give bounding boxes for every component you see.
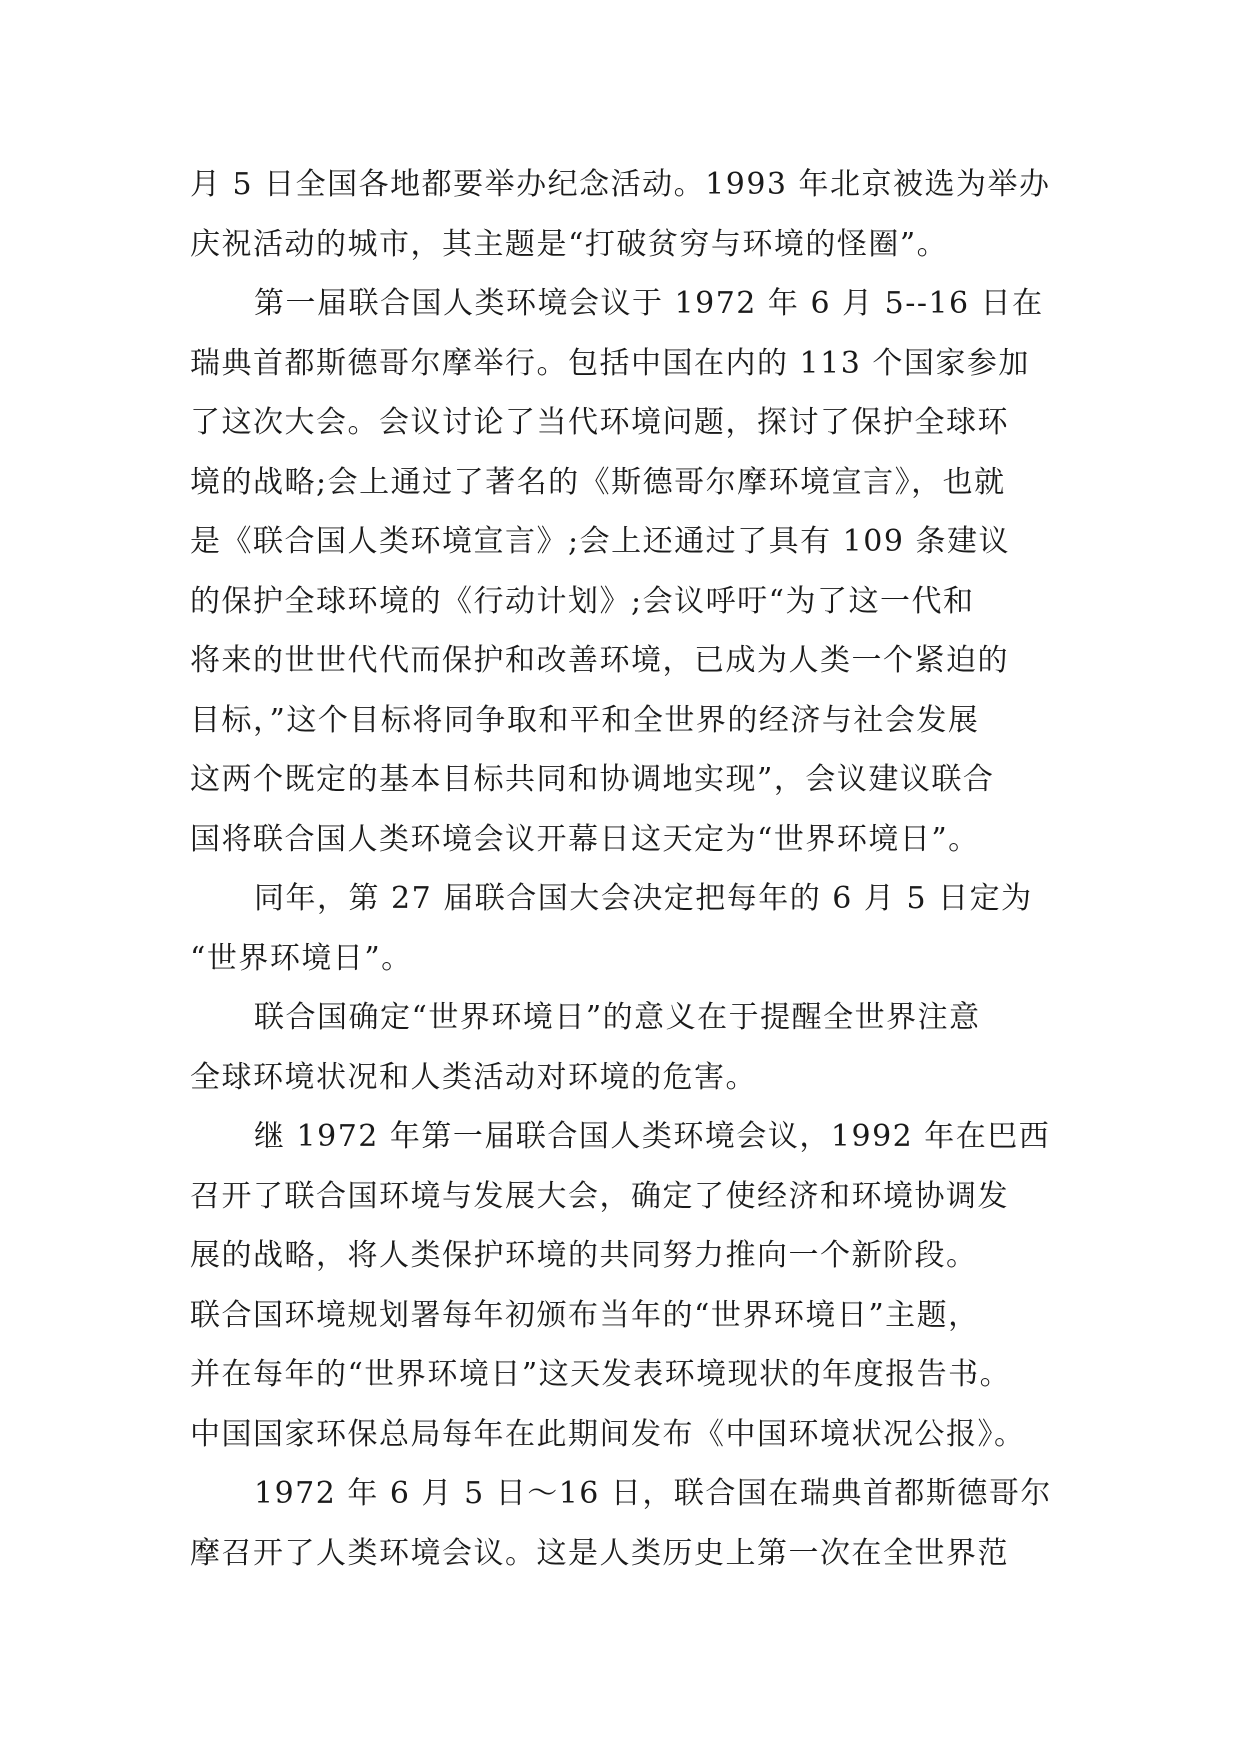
text-line: 中国国家环保总局每年在此期间发布《中国环境状况公报》。 (190, 1416, 1026, 1452)
text-line: 的保护全球环境的《行动计划》;会议呼吁“为了这一代和 (190, 583, 975, 619)
body-text (190, 155, 1070, 1583)
paragraph-first-line: 同年，第 27 届联合国大会决定把每年的 6 月 5 日定为 (254, 881, 1033, 916)
paragraph-first-line: 1972 年 6 月 5 日～16 日，联合国在瑞典首都斯德哥尔 (254, 1476, 1052, 1511)
text-line: 将来的世世代代而保护和改善环境，已成为人类一个紧迫的 (190, 643, 1009, 678)
text-line: 庆祝活动的城市，其主题是“打破贫穷与环境的怪圈”。 (190, 226, 949, 262)
text-line: 并在每年的“世界环境日”这天发表环境现状的年度报告书。 (190, 1357, 1012, 1392)
text-line: 这两个既定的基本目标共同和协调地实现”，会议建议联合 (190, 762, 995, 797)
paragraph-first-line: 联合国确定“世界环境日”的意义在于提醒全世界注意 (254, 1000, 981, 1035)
paragraph-first-line: 继 1972 年第一届联合国人类环境会议，1992 年在巴西 (254, 1119, 1051, 1154)
text-line: 全球环境状况和人类活动对环境的危害。 (190, 1059, 757, 1095)
text-line: 展的战略，将人类保护环境的共同努力推向一个新阶段。 (190, 1238, 978, 1273)
text-line: “世界环境日”。 (190, 940, 413, 976)
text-line: 召开了联合国环境与发展大会，确定了使经济和环境协调发 (190, 1178, 1009, 1214)
text-line: 联合国环境规划署每年初颁布当年的“世界环境日”主题， (190, 1297, 980, 1333)
text-line: 了这次大会。会议讨论了当代环境问题，探讨了保护全球环 (190, 405, 1009, 440)
text-line: 是《联合国人类环境宣言》;会上还通过了具有 109 条建议 (190, 524, 1010, 559)
text-line: 境的战略;会上通过了著名的《斯德哥尔摩环境宣言》，也就 (190, 464, 1006, 500)
text-line: 目标，”这个目标将同争取和平和全世界的经济与社会发展 (190, 702, 980, 738)
paragraph-first-line: 第一届联合国人类环境会议于 1972 年 6 月 5--16 日在 (254, 286, 1044, 321)
text-line: 国将联合国人类环境会议开幕日这天定为“世界环境日”。 (190, 821, 980, 857)
text-line: 月 5 日全国各地都要举办纪念活动。1993 年北京被选为举办 (190, 167, 1051, 202)
text-line: 瑞典首都斯德哥尔摩举行。包括中国在内的 113 个国家参加 (190, 345, 1030, 381)
text-line: 摩召开了人类环境会议。这是人类历史上第一次在全世界范 (190, 1535, 1009, 1571)
